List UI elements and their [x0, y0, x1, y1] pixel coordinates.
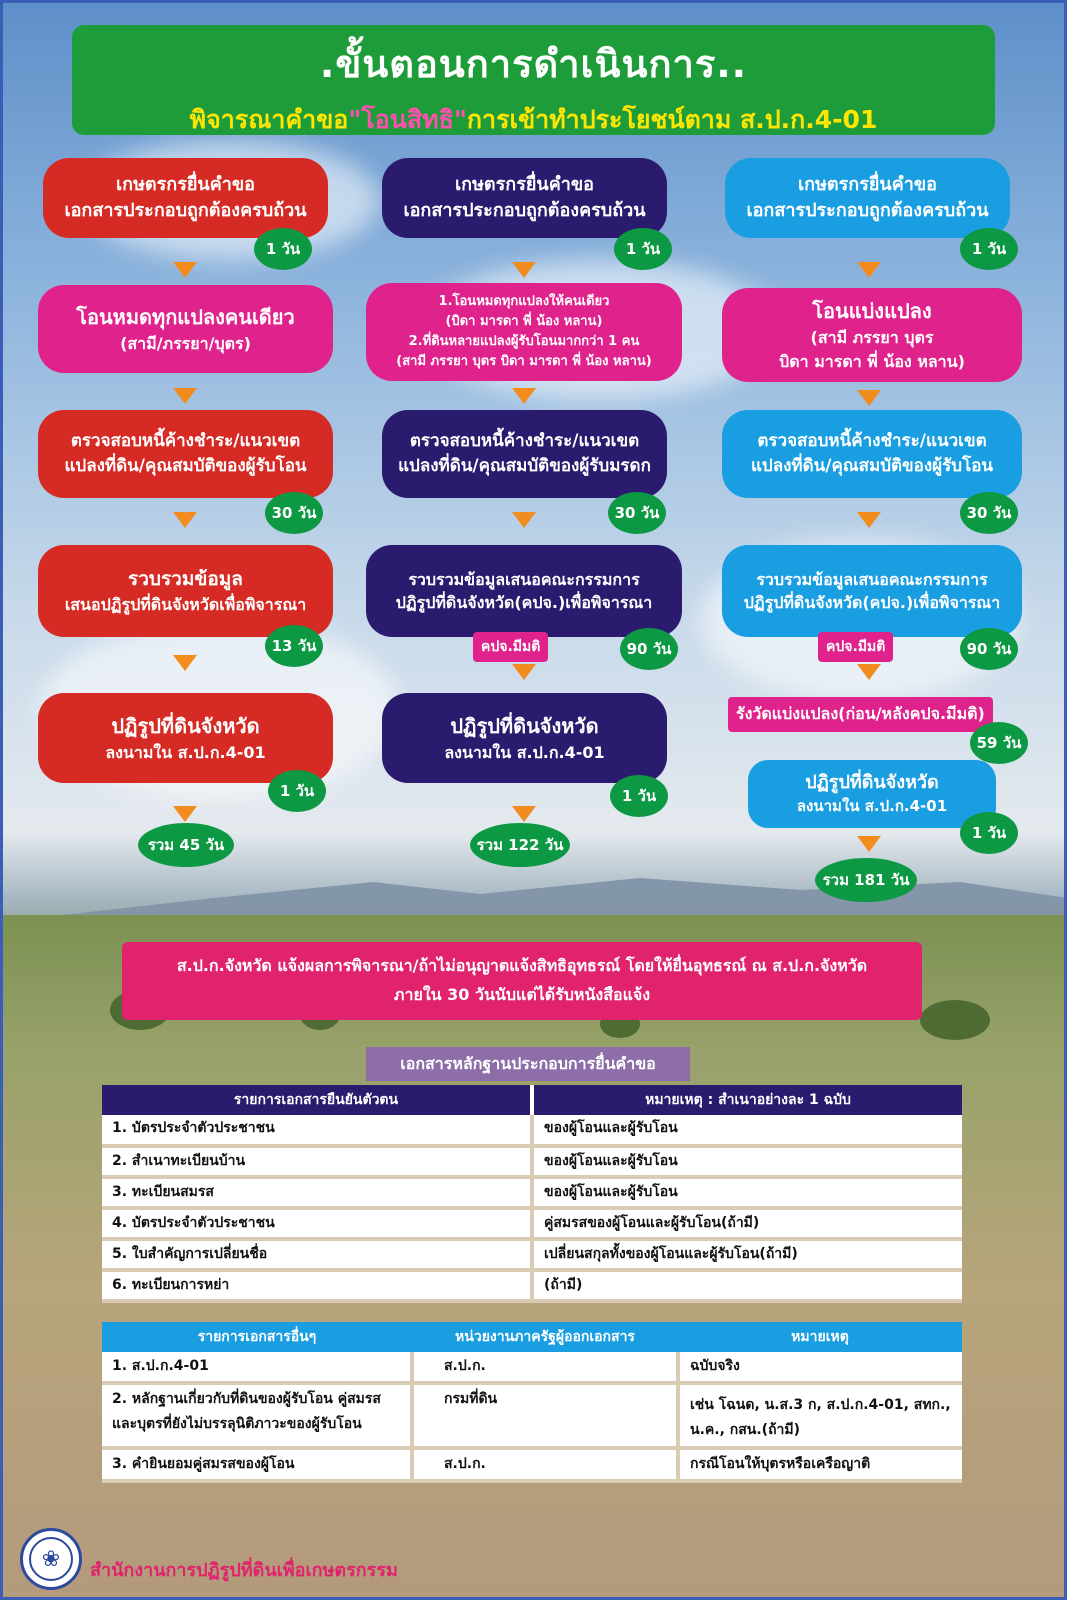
col3-step1-line2: เอกสารประกอบถูกต้องครบถ้วน	[746, 200, 989, 221]
subtitle-pre: พิจารณาคำขอ	[189, 105, 349, 134]
col2-step1-line2: เอกสารประกอบถูกต้องครบถ้วน	[403, 200, 646, 221]
table-row	[102, 1239, 962, 1270]
col1-step5-line2: ลงนามใน ส.ป.ก.4-01	[105, 742, 266, 762]
col2-arrow1	[512, 262, 536, 278]
col3-step4-box	[722, 545, 1022, 637]
table-cell: 3. คำยินยอมคู่สมรสของผู้โอน	[102, 1448, 412, 1481]
table-cell: 1. ส.ป.ก.4-01	[102, 1352, 412, 1383]
col2-step2-box	[366, 283, 682, 381]
appeal-notice-line1: ส.ป.ก.จังหวัด แจ้งผลการพิจารณา/ถ้าไม่อนุญาตแจ้งสิทธิอุทธรณ์ โดยให้ยื่นอุทธรณ์ ณ ส.ป.ก.จังหวัด	[176, 956, 868, 976]
table-cell: ของผู้โอนและผู้รับโอน	[532, 1115, 962, 1146]
table-cell: คู่สมรสของผู้โอนและผู้รับโอน(ถ้ามี)	[532, 1208, 962, 1239]
col2-step5-box	[382, 693, 667, 783]
table-b-header-3: หมายเหตุ	[678, 1322, 962, 1352]
table-row	[102, 1383, 962, 1447]
table-cell: 1. บัตรประจำตัวประชาชน	[102, 1115, 532, 1146]
col3-step3-line2: แปลงที่ดิน/คุณสมบัติของผู้รับโอน	[750, 456, 994, 476]
col3-arrow4	[857, 664, 881, 680]
col3-total: รวม 181 วัน	[815, 858, 917, 902]
col2-step4-box	[366, 545, 682, 637]
col1-arrow2	[173, 388, 197, 404]
col2-step2-line2: (บิดา มารดา พี่ น้อง หลาน)	[445, 313, 603, 329]
alro-logo	[20, 1528, 82, 1590]
col3-step4-line2: ปฏิรูปที่ดินจังหวัด(คปจ.)เพื่อพิจารณา	[743, 593, 1001, 612]
table-cell: เช่น โฉนด, น.ส.3 ก, ส.ป.ก.4-01, สทก., น.ค., กสน.(ถ้ามี)	[678, 1383, 962, 1447]
col3-step2-line1: โอนแบ่งแปลง	[812, 299, 932, 324]
title-banner	[72, 25, 995, 135]
table-cell: กรณีโอนให้บุตรหรือเครือญาติ	[678, 1448, 962, 1481]
subtitle-highlight: "โอนสิทธิ"	[348, 105, 467, 134]
col2-total: รวม 122 วัน	[470, 823, 570, 867]
col1-step1-line2: เอกสารประกอบถูกต้องครบถ้วน	[64, 200, 307, 221]
col2-step1-line1: เกษตรกรยื่นคำขอ	[455, 173, 594, 195]
col2-step3-days: 30 วัน	[608, 492, 666, 534]
col3-step1-line1: เกษตรกรยื่นคำขอ	[798, 173, 937, 195]
col3-step5-box	[748, 760, 996, 828]
col3-step1-box	[725, 158, 1010, 238]
emblem-icon: ❀	[29, 1537, 73, 1581]
col1-step5-box	[38, 693, 333, 783]
col2-step1-days: 1 วัน	[614, 228, 672, 270]
tree	[920, 1000, 990, 1040]
col2-step4-line1: รวบรวมข้อมูลเสนอคณะกรรมการ	[408, 569, 640, 589]
col3-step4-line1: รวบรวมข้อมูลเสนอคณะกรรมการ	[756, 569, 988, 589]
table-cell: 5. ใบสำคัญการเปลี่ยนชื่อ	[102, 1239, 532, 1270]
table-row	[102, 1448, 962, 1481]
col3-arrow1	[857, 262, 881, 278]
col1-step3-box	[38, 410, 333, 498]
table-row	[102, 1177, 962, 1208]
table-cell: ส.ป.ก.	[412, 1448, 678, 1481]
col1-arrow5	[173, 806, 197, 822]
col1-total: รวม 45 วัน	[138, 823, 234, 867]
col3-step5-days: 1 วัน	[960, 812, 1018, 854]
col3-step2-line2: (สามี ภรรยา บุตร	[810, 328, 934, 348]
col1-step1-line1: เกษตรกรยื่นคำขอ	[116, 173, 255, 195]
col2-step5-line2: ลงนามใน ส.ป.ก.4-01	[444, 742, 605, 762]
col3-step2-line3: บิดา มารดา พี่ น้อง หลาน)	[779, 351, 965, 371]
col1-step1-box	[43, 158, 328, 238]
col2-step4-days: 90 วัน	[620, 628, 678, 670]
table-cell: (ถ้ามี)	[532, 1270, 962, 1301]
col2-step3-line2: แปลงที่ดิน/คุณสมบัติของผู้รับมรดก	[398, 456, 651, 476]
col1-step3-line1: ตรวจสอบหนี้ค้างชำระ/แนวเขต	[70, 431, 301, 452]
col2-step1-box	[382, 158, 667, 238]
table-cell: 2. สำเนาทะเบียนบ้าน	[102, 1146, 532, 1177]
table-a-header-1: รายการเอกสารยืนยันตัวตน	[102, 1085, 532, 1115]
col2-step5-days: 1 วัน	[610, 775, 668, 817]
col1-arrow4	[173, 655, 197, 671]
col3-arrow3	[857, 512, 881, 528]
col3-step3-line1: ตรวจสอบหนี้ค้างชำระ/แนวเขต	[757, 431, 987, 452]
col2-arrow5	[512, 806, 536, 822]
col3-step3-box	[722, 410, 1022, 498]
table-cell: 3. ทะเบียนสมรส	[102, 1177, 532, 1208]
col2-resolution-tag: คปจ.มีมติ	[473, 632, 548, 662]
col3-step3-days: 30 วัน	[960, 492, 1018, 534]
footer-organization: สำนักงานการปฏิรูปที่ดินเพื่อเกษตรกรรม	[90, 1560, 398, 1581]
col3-arrow2	[857, 390, 881, 406]
col1-step2-box	[38, 285, 333, 373]
col3-step1-days: 1 วัน	[960, 228, 1018, 270]
table-cell: ส.ป.ก.	[412, 1352, 678, 1383]
col2-arrow2	[512, 388, 536, 404]
identity-documents-table	[102, 1085, 962, 1303]
col1-arrow3	[173, 512, 197, 528]
appeal-notice	[122, 942, 922, 1020]
col2-step2-line4: (สามี ภรรยา บุตร บิดา มารดา พี่ น้อง หลาน)	[396, 354, 652, 370]
table-a-header-2: หมายเหตุ : สำเนาอย่างละ 1 ฉบับ	[532, 1085, 962, 1115]
col1-step2-line2: (สามี/ภรรยา/บุตร)	[120, 333, 251, 353]
table-row	[102, 1208, 962, 1239]
col2-step3-line1: ตรวจสอบหนี้ค้างชำระ/แนวเขต	[409, 431, 640, 452]
table-cell: ฉบับจริง	[678, 1352, 962, 1383]
table-cell: 2. หลักฐานเกี่ยวกับที่ดินของผู้รับโอน คู่สมรสและบุตรที่ยังไม่บรรลุนิติภาวะของผู้รับโอน	[102, 1383, 412, 1447]
table-cell: 6. ทะเบียนการหย่า	[102, 1270, 532, 1301]
table-b-header-1: รายการเอกสารอื่นๆ	[102, 1322, 412, 1352]
col2-arrow3	[512, 512, 536, 528]
col3-survey-step: รังวัดแบ่งแปลง(ก่อน/หลังคปจ.มีมติ)	[728, 697, 993, 732]
col1-step5-days: 1 วัน	[268, 770, 326, 812]
col1-step2-line1: โอนหมดทุกแปลงคนเดียว	[76, 304, 295, 329]
other-documents-table	[102, 1322, 962, 1483]
col3-step5-line1: ปฏิรูปที่ดินจังหวัด	[805, 772, 939, 794]
col2-step3-box	[382, 410, 667, 498]
col1-step4-days: 13 วัน	[265, 625, 323, 667]
subtitle-post: การเข้าทำประโยชน์ตาม ส.ป.ก.4-01	[466, 105, 878, 134]
table-cell: ของผู้โอนและผู้รับโอน	[532, 1146, 962, 1177]
col2-step2-line3: 2.ที่ดินหลายแปลงผู้รับโอนมากกว่า 1 คน	[408, 334, 640, 349]
appeal-notice-line2: ภายใน 30 วันนับแต่ได้รับหนังสือแจ้ง	[393, 985, 651, 1004]
col1-arrow1	[173, 262, 197, 278]
col3-resolution-tag: คปจ.มีมติ	[818, 632, 893, 662]
col1-step4-line1: รวบรวมข้อมูล	[128, 567, 243, 590]
col3-survey-days: 59 วัน	[970, 722, 1028, 764]
col1-step5-line1: ปฏิรูปที่ดินจังหวัด	[111, 713, 260, 738]
col2-step2-line1: 1.โอนหมดทุกแปลงให้คนเดียว	[438, 293, 610, 309]
col2-arrow4	[512, 664, 536, 680]
table-row	[102, 1352, 962, 1383]
table-cell: กรมที่ดิน	[412, 1383, 678, 1447]
table-row	[102, 1146, 962, 1177]
col1-step3-days: 30 วัน	[265, 492, 323, 534]
col3-arrow5	[857, 836, 881, 852]
table-cell: เปลี่ยนสกุลทั้งของผู้โอนและผู้รับโอน(ถ้ามี)	[532, 1239, 962, 1270]
table-b-header-2: หน่วยงานภาครัฐผู้ออกเอกสาร	[412, 1322, 678, 1352]
documents-section-title: เอกสารหลักฐานประกอบการยื่นคำขอ	[366, 1047, 690, 1081]
col2-step5-line1: ปฏิรูปที่ดินจังหวัด	[450, 713, 599, 738]
col3-step4-days: 90 วัน	[960, 628, 1018, 670]
col2-step4-line2: ปฏิรูปที่ดินจังหวัด(คปจ.)เพื่อพิจารณา	[395, 593, 653, 612]
table-cell: 4. บัตรประจำตัวประชาชน	[102, 1208, 532, 1239]
col1-step1-days: 1 วัน	[254, 228, 312, 270]
col1-step4-box	[38, 545, 333, 637]
table-row	[102, 1115, 962, 1146]
table-row	[102, 1270, 962, 1301]
table-cell: ของผู้โอนและผู้รับโอน	[532, 1177, 962, 1208]
col3-step5-line2: ลงนามใน ส.ป.ก.4-01	[796, 797, 948, 816]
col3-step2-box	[722, 288, 1022, 382]
page-title: .ขั้นตอนการดำเนินการ..	[319, 42, 748, 86]
page-subtitle	[72, 100, 995, 140]
col1-step3-line2: แปลงที่ดิน/คุณสมบัติของผู้รับโอน	[64, 456, 307, 476]
col1-step4-line2: เสนอปฏิรูปที่ดินจังหวัดเพื่อพิจารณา	[64, 595, 307, 615]
